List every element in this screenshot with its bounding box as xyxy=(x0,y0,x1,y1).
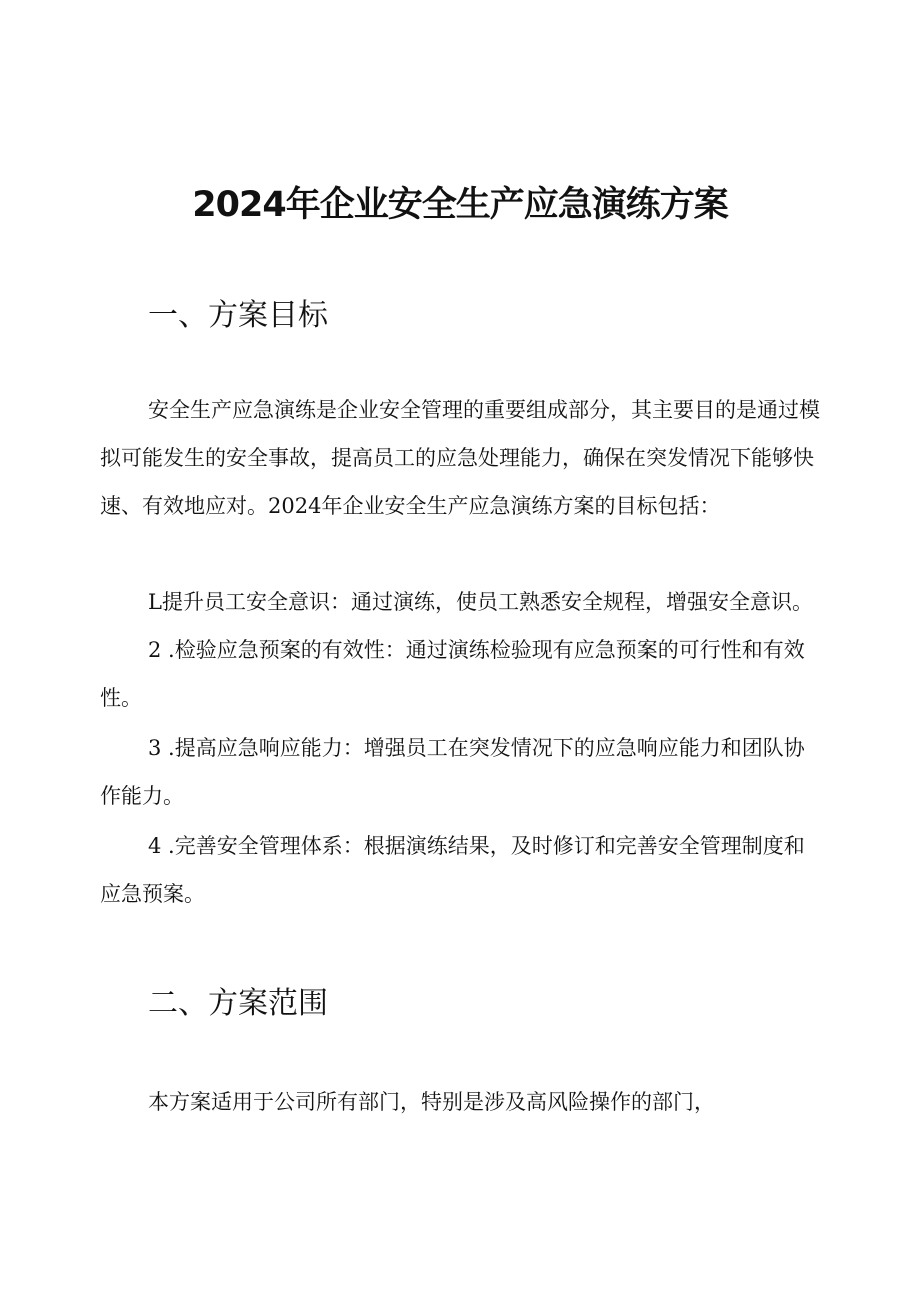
list-item xyxy=(100,724,820,820)
list-item-text: .提高应急响应能力：增强员工在突发情况下的应急响应能力和团队协作能力。 xyxy=(100,736,805,808)
list-item xyxy=(100,578,820,626)
list-item-number: 4 xyxy=(148,834,162,858)
list-item-number: L xyxy=(148,590,162,614)
section-heading-scope: 二、方案范围 xyxy=(148,986,328,1021)
list-item-text: 提升员工安全意识：通过演练，使员工熟悉安全规程，增强安全意识。 xyxy=(161,590,813,614)
list-item-text: .检验应急预案的有效性：通过演练检验现有应急预案的可行性和有效性。 xyxy=(100,638,805,710)
list-item xyxy=(100,822,820,918)
list-item-number: 2 xyxy=(148,638,162,662)
list-item-text: .完善安全管理体系：根据演练结果，及时修订和完善安全管理制度和应急预案。 xyxy=(100,834,805,906)
document-title: 2024年企业安全生产应急演练方案 xyxy=(192,185,728,225)
list-item-number: 3 xyxy=(148,736,162,760)
scope-intro-paragraph: 本方案适用于公司所有部门，特别是涉及高风险操作的部门， xyxy=(148,1090,715,1114)
list-item xyxy=(100,626,820,722)
goals-intro-paragraph: 安全生产应急演练是企业安全管理的重要组成部分，其主要目的是通过模拟可能发生的安全事故，提高员工的应急处理能力，确保在突发情况下能够快速、有效地应对。2024年企业安全生产应急演练方案的目标包括： xyxy=(100,398,820,518)
section-heading-goals: 一、方案目标 xyxy=(148,298,328,333)
